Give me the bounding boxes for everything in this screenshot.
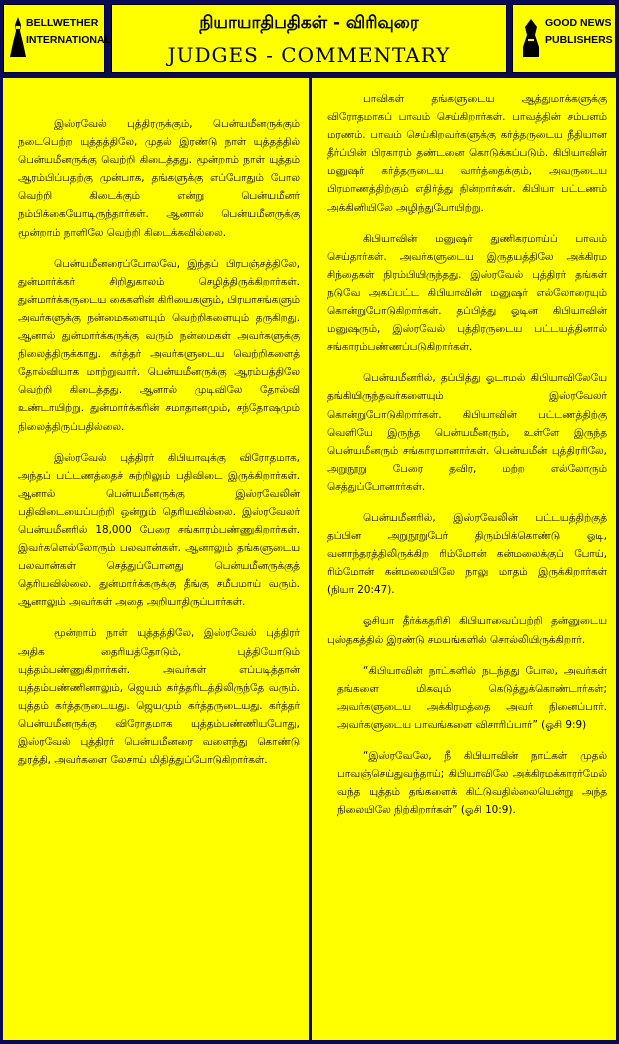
- paragraph: பென்யமீனரைப்போலவே, இந்தப் பிரபஞ்சத்திலே, துன்மார்க்கர் சிறிதுகாலம் செழித்திருக்கிறார்கள். துன்மார்க்கருடைய கைகளின் கிரியைகளும், பிரயாசங்களும் அவர்களுக்கு நன்மைகளையும் வெற்றிகளையும் தருகிறது. ஆனால் துன்மார்க்கருக்கு வரும் நன்மைகள் அவர்களுக்கு நிலைத்திருக்காது. கர்த்தர் அவர்களுடைய வெற்றிகளைத் தோல்வியாக மாற்றுவார். பென்யமீனருக்கு ஆரம்பத்திலே வெற்றி கிடைத்தது. ஆனால் முடிவிலே தோல்வி உண்டாயிற்று. துன்மார்க்கரின் சமாதானமும், சந்தோஷமும் நிலைத்திருப்பதில்லை.: [18, 257, 300, 433]
- logo-left-line2: INTERNATIONAL: [26, 34, 111, 46]
- left-column: [3, 78, 309, 1040]
- logo-right-text: [513, 15, 615, 49]
- paragraph: பென்யமீனரில், தப்பித்து ஓடாமல் கிபியாவிலேயே தங்கியிருந்தவர்களையும் இஸ்ரவேலர் கொன்றுபோடுகிறார்கள். கிபியாவின் பட்டணத்திற்கு வெளியே இருந்த பென்யமீனரும், உள்ளே இருந்த பென்யமீனரும் சங்காரமானார்கள். பென்யமீன் புத்திரரிலே, அறுநூறு பேரை தவிர, மற்ற எல்லோரும் செத்துப்போனார்கள்.: [327, 372, 607, 493]
- paragraph: இஸ்ரவேல் புத்திரர் கிபியாவுக்கு விரோதமாக, அந்தப் பட்டணத்தைச் சுற்றிலும் பதிவிடை இருக்கிறார்கள். ஆனால் பென்யமீனருக்கு இஸ்ரவேலின் பதிவிடையைப்பற்றி ஒன்றும் தெரியவில்லை. இஸ்ரவேலர் பென்யமீனரில் 18,000 பேரை சங்காரம்பண்ணுகிறார்கள். இவர்களெல்லோரும் பலவான்கள். ஆனாலும் தங்களுடைய பலவான்கள் செத்துப்போனது பென்யமீனருக்குத் தெரியவில்லை. துன்மார்க்கருக்கு தீங்கு சமீபமாய் வரும். ஆனாலும் அவர்கள் அதை அறியாதிருப்பார்கள்.: [18, 451, 300, 609]
- paragraph: பாவிகள் தங்களுடைய ஆத்துமாக்களுக்கு விரோதமாகப் பாவம் செய்கிறார்கள். பாவத்தின் சம்பளம் மரணம். பாவம் செய்கிறவர்களுக்கு கர்த்தருடைய நீதியான தீர்ப்பின் பிரகாரம் தண்டனை கொடுக்கப்படும். கிபியாவின் மனுஷர் கர்த்தருடைய வார்த்தைக்கும், அவருடைய பிரமாணத்திற்கும் எதிர்த்து நின்றார்கள். கிபியா பட்டணம் அக்கினியிலே அழிந்துபோயிற்று.: [327, 93, 607, 214]
- logo-right-line2: PUBLISHERS: [545, 34, 613, 46]
- bellwether-logo: [3, 4, 111, 73]
- title-english: JUDGES - COMMENTARY: [167, 43, 451, 67]
- logo-right-line1: GOOD NEWS: [545, 17, 612, 29]
- good-news-logo: [512, 4, 616, 73]
- paragraph: பென்யமீனரில், இஸ்ரவேலின் பட்டயத்திற்குத் தப்பின அறுநூறுபேர் திரும்பிக்கொண்டு ஓடி, வனாந்தரத்திலிருக்கிற ரிம்மோன் கன்மலைக்குப் போய், ரிம்மோன் கன்மலையிலே நாலு மாதம் இருக்கிறார்கள் (நியா 20:47).: [327, 511, 607, 597]
- paragraph: ஓசியா தீர்க்கதரிசி கிபியாவைப்பற்றி தன்னுடைய புஸ்தகத்தில் இரண்டு சமயங்களில் சொல்லியிருக்கிறார்.: [327, 615, 607, 646]
- paragraph: கிபியாவின் மனுஷர் துணிகரமாய்ப் பாவம் செய்தார்கள். அவர்களுடைய இருதயத்திலே அக்கிரம சிந்தைகள் நிரம்பியிருந்தது. இஸ்ரவேல் புத்திரர் தங்கள் நடுவே அகப்பட்ட கிபியாவின் மனுஷர் எல்லோரையும் கொன்றுபோடுகிறார்கள். தப்பித்து ஓடின கிபியாவின் மனுஷரும், இஸ்ரவேல் புத்திரருடைய பட்டயத்தினால் சங்காரம்பண்ணப்படுகிறார்கள்.: [327, 232, 607, 354]
- logo-left-line1: BELLWETHER: [26, 17, 99, 29]
- right-column: [312, 78, 616, 1040]
- logo-left-text: [4, 15, 111, 49]
- scripture-quote: “இஸ்ரவேலே, நீ கிபியாவின் நாட்கள் முதல் பாவஞ்செய்துவந்தாய்; கிபியாவிலே அக்கிரமக்காரர்மேல் வந்த யுத்தம் தங்களைக் கிட்டுவதில்லையென்று அந்த நிலையிலே நிற்கிறார்கள்” (ஓசி 10:9).: [337, 750, 607, 817]
- title-tamil: நியாயாதிபதிகள் - விரிவுரை: [199, 13, 419, 33]
- paragraph: இஸ்ரவேல் புத்திரருக்கும், பென்யமீனருக்கும் நடைபெற்ற யுத்தத்திலே, முதல் இரண்டு நாள் யுத்தத்தில் பென்யமீனருக்கு வெற்றி கிடைத்தது. மூன்றாம் நாள் யுத்தம் ஆரம்பிப்பதற்கு முன்பாக, தங்களுக்கு எப்போதும் போல வெற்றி கிடைக்கும் என்று பென்யமீனர் நம்பிக்கையோடிருந்தார்கள். ஆனால் பென்யமீனருக்கு மூன்றாம் நாளிலே வெற்றி கிடைக்கவில்லை.: [18, 118, 300, 239]
- paragraph: மூன்றாம் நாள் யுத்தத்திலே, இஸ்ரவேல் புத்திரர் அதிக தைரியத்தோடும், புத்தியோடும் யுத்தம்பண்ணுகிறார்கள். அவர்கள் எப்படித்தான் யுத்தம்பண்ணினாலும், ஜெயம் கர்த்தரிடத்திலிருந்தே வரும். யுத்தம் கர்த்தருடையது. ஜெயமும் கர்த்தருடையது. கர்த்தர் பென்யமீனருக்கு விரோதமாக யுத்தம்பண்ணியபோது, இஸ்ரவேல் புத்திரர் பென்யமீனரை வளைந்து கொண்டு துரத்தி, அவர்களை லேசாய் மிதித்துப்போடுகிறார்கள்.: [18, 627, 300, 767]
- title-box: [111, 4, 507, 73]
- scripture-quote: “கிபியாவின் நாட்களில் நடந்தது போல, அவர்கள் தங்களை மிகவும் கெடுத்துக்கொண்டார்கள்; அவர்களுடைய அக்கிரமத்தை அவர் நினைப்பார். அவர்களுடைய பாவங்களை விசாரிப்பார்” (ஓசி 9:9): [337, 664, 607, 731]
